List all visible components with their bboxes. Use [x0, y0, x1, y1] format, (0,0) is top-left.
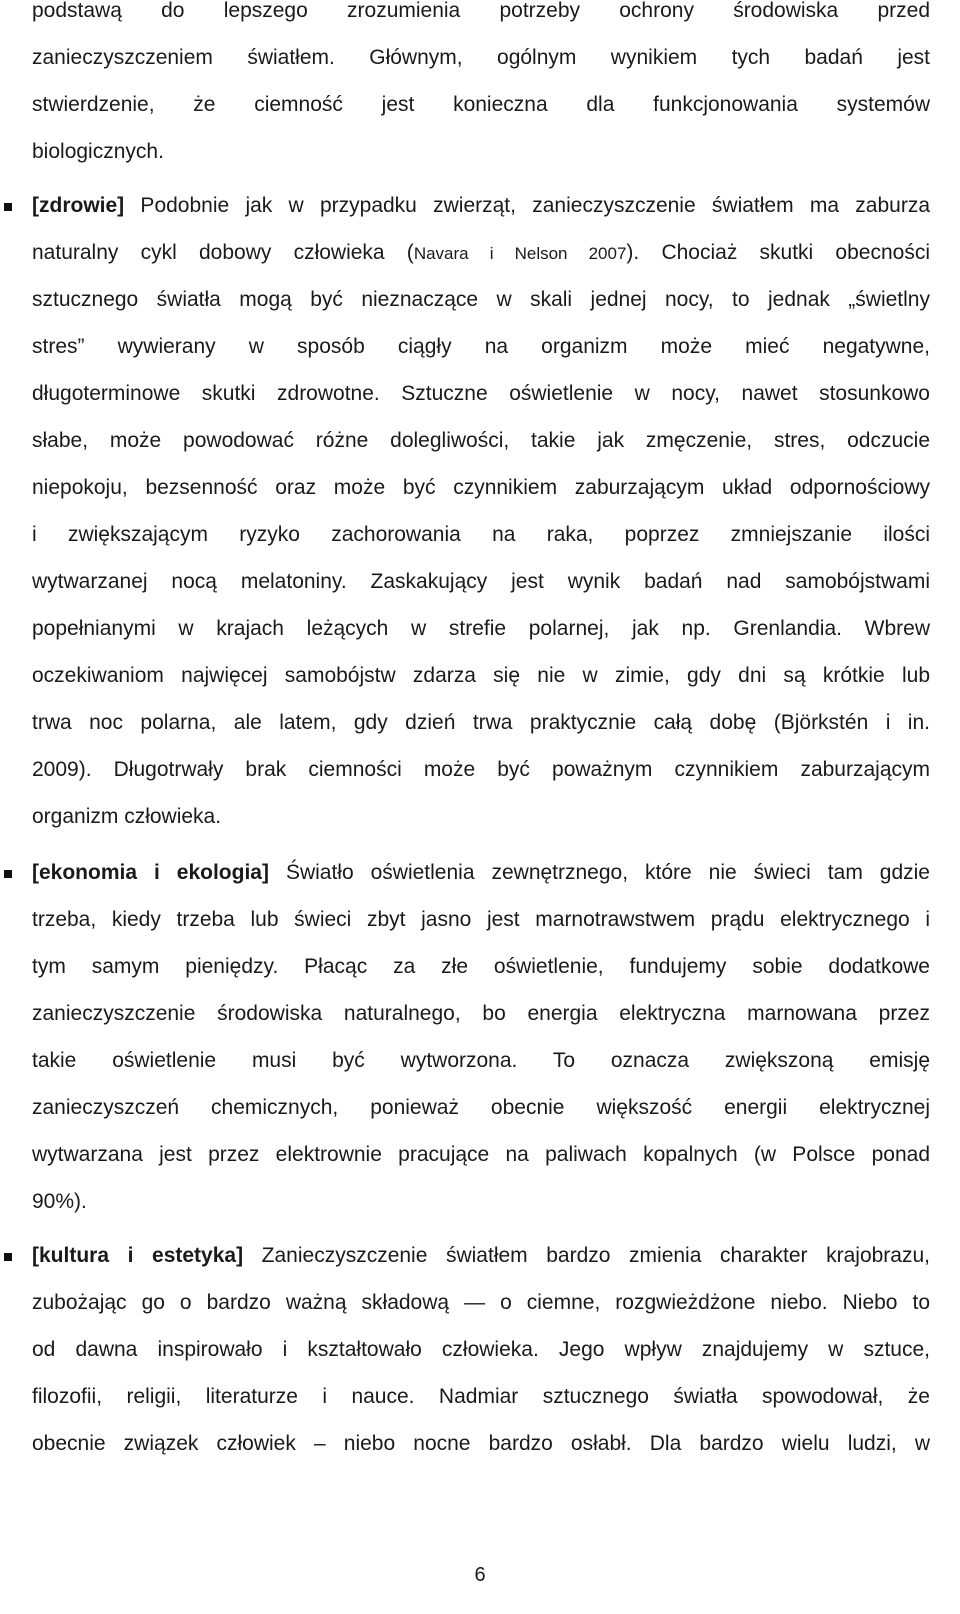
text-line: długoterminowe skutki zdrowotne. Sztuczne oświetlenie w nocy, nawet stosunkowo — [32, 382, 930, 405]
text-line: stwierdzenie, że ciemność jest konieczna dla funkcjonowania systemów — [32, 93, 930, 116]
text-line: słabe, może powodować różne dolegliwości, takie jak zmęczenie, stres, odczucie — [32, 429, 930, 452]
text-line: trzeba, kiedy trzeba lub świeci zbyt jasno jest marnotrawstwem prądu elektrycznego i — [32, 908, 930, 931]
bullet-tag: [kultura i estetyka] — [32, 1244, 244, 1267]
text-line: od dawna inspirowało i kształtowało człowieka. Jego wpływ znajdujemy w sztuce, — [32, 1338, 930, 1361]
text-line — [32, 238, 930, 286]
text-line: oczekiwaniom najwięcej samobójstw zdarza się nie w zimie, gdy dni są krótkie lub — [32, 664, 930, 687]
bullet-first-line — [32, 1241, 930, 1289]
text-line: 2009). Długotrwały brak ciemności może być poważnym czynnikiem zaburzającym — [32, 758, 930, 781]
bullet-first-line — [32, 191, 930, 239]
text-line: takie oświetlenie musi być wytworzona. To oznacza zwiększoną emisję — [32, 1049, 930, 1072]
text-line: biologicznych. — [32, 140, 164, 163]
text-line: zanieczyszczeniem światłem. Głównym, ogólnym wynikiem tych badań jest — [32, 46, 930, 69]
text-run: Zanieczyszczenie światłem bardzo zmienia charakter krajobrazu, — [243, 1244, 930, 1267]
bullet-first-line — [32, 858, 930, 906]
square-bullet-icon — [4, 203, 12, 211]
text-run: naturalny cykl dobowy człowieka ( — [32, 241, 414, 264]
page-number: 6 — [474, 1564, 486, 1586]
bullet-tag: [ekonomia i ekologia] — [32, 861, 269, 884]
text-line: tym samym pieniędzy. Płacąc za złe oświetlenie, fundujemy sobie dodatkowe — [32, 955, 930, 978]
text-line: zanieczyszczeń chemicznych, ponieważ obecnie większość energii elektrycznej — [32, 1096, 930, 1119]
citation: Navara i Nelson 2007 — [413, 244, 627, 263]
text-line: trwa noc polarna, ale latem, gdy dzień trwa praktycznie całą dobę (Björkstén i in. — [32, 711, 930, 734]
text-line: zanieczyszczenie środowiska naturalnego, bo energia elektryczna marnowana przez — [32, 1002, 930, 1025]
text-run: Światło oświetlenia zewnętrznego, które nie świeci tam gdzie — [268, 861, 930, 884]
text-line: popełnianymi w krajach leżących w strefie polarnej, jak np. Grenlandia. Wbrew — [32, 617, 930, 640]
text-line: i zwiększającym ryzyko zachorowania na raka, poprzez zmniejszanie ilości — [32, 523, 930, 546]
text-line: zubożając go o bardzo ważną składową — o ciemne, rozgwieżdżone niebo. Niebo to — [32, 1291, 930, 1314]
text-line: sztucznego światła mogą być nieznaczące w skali jednej nocy, to jednak „świetlny — [32, 288, 930, 311]
text-line: stres” wywierany w sposób ciągły na organizm może mieć negatywne, — [32, 335, 930, 358]
text-line: filozofii, religii, literaturze i nauce. Nadmiar sztucznego światła spowodował, że — [32, 1385, 930, 1408]
text-line: wytwarzana jest przez elektrownie pracujące na paliwach kopalnych (w Polsce ponad — [32, 1143, 930, 1166]
text-run: Podobnie jak w przypadku zwierząt, zanieczyszczenie światłem ma zaburza — [124, 194, 930, 217]
text-line: podstawą do lepszego zrozumienia potrzeby ochrony środowiska przed — [32, 0, 930, 22]
square-bullet-icon — [4, 1253, 12, 1261]
text-line: 90%). — [32, 1190, 87, 1213]
bullet-tag: [zdrowie] — [32, 194, 125, 217]
text-line: niepokoju, bezsenność oraz może być czynnikiem zaburzającym układ odpornościowy — [32, 476, 930, 499]
square-bullet-icon — [4, 870, 12, 878]
text-line: wytwarzanej nocą melatoniny. Zaskakujący jest wynik badań nad samobójstwami — [32, 570, 930, 593]
text-run: ). Chociaż skutki obecności — [626, 241, 930, 264]
text-line: organizm człowieka. — [32, 805, 222, 828]
text-line: obecnie związek człowiek – niebo nocne bardzo osłabł. Dla bardzo wielu ludzi, w — [32, 1432, 930, 1455]
